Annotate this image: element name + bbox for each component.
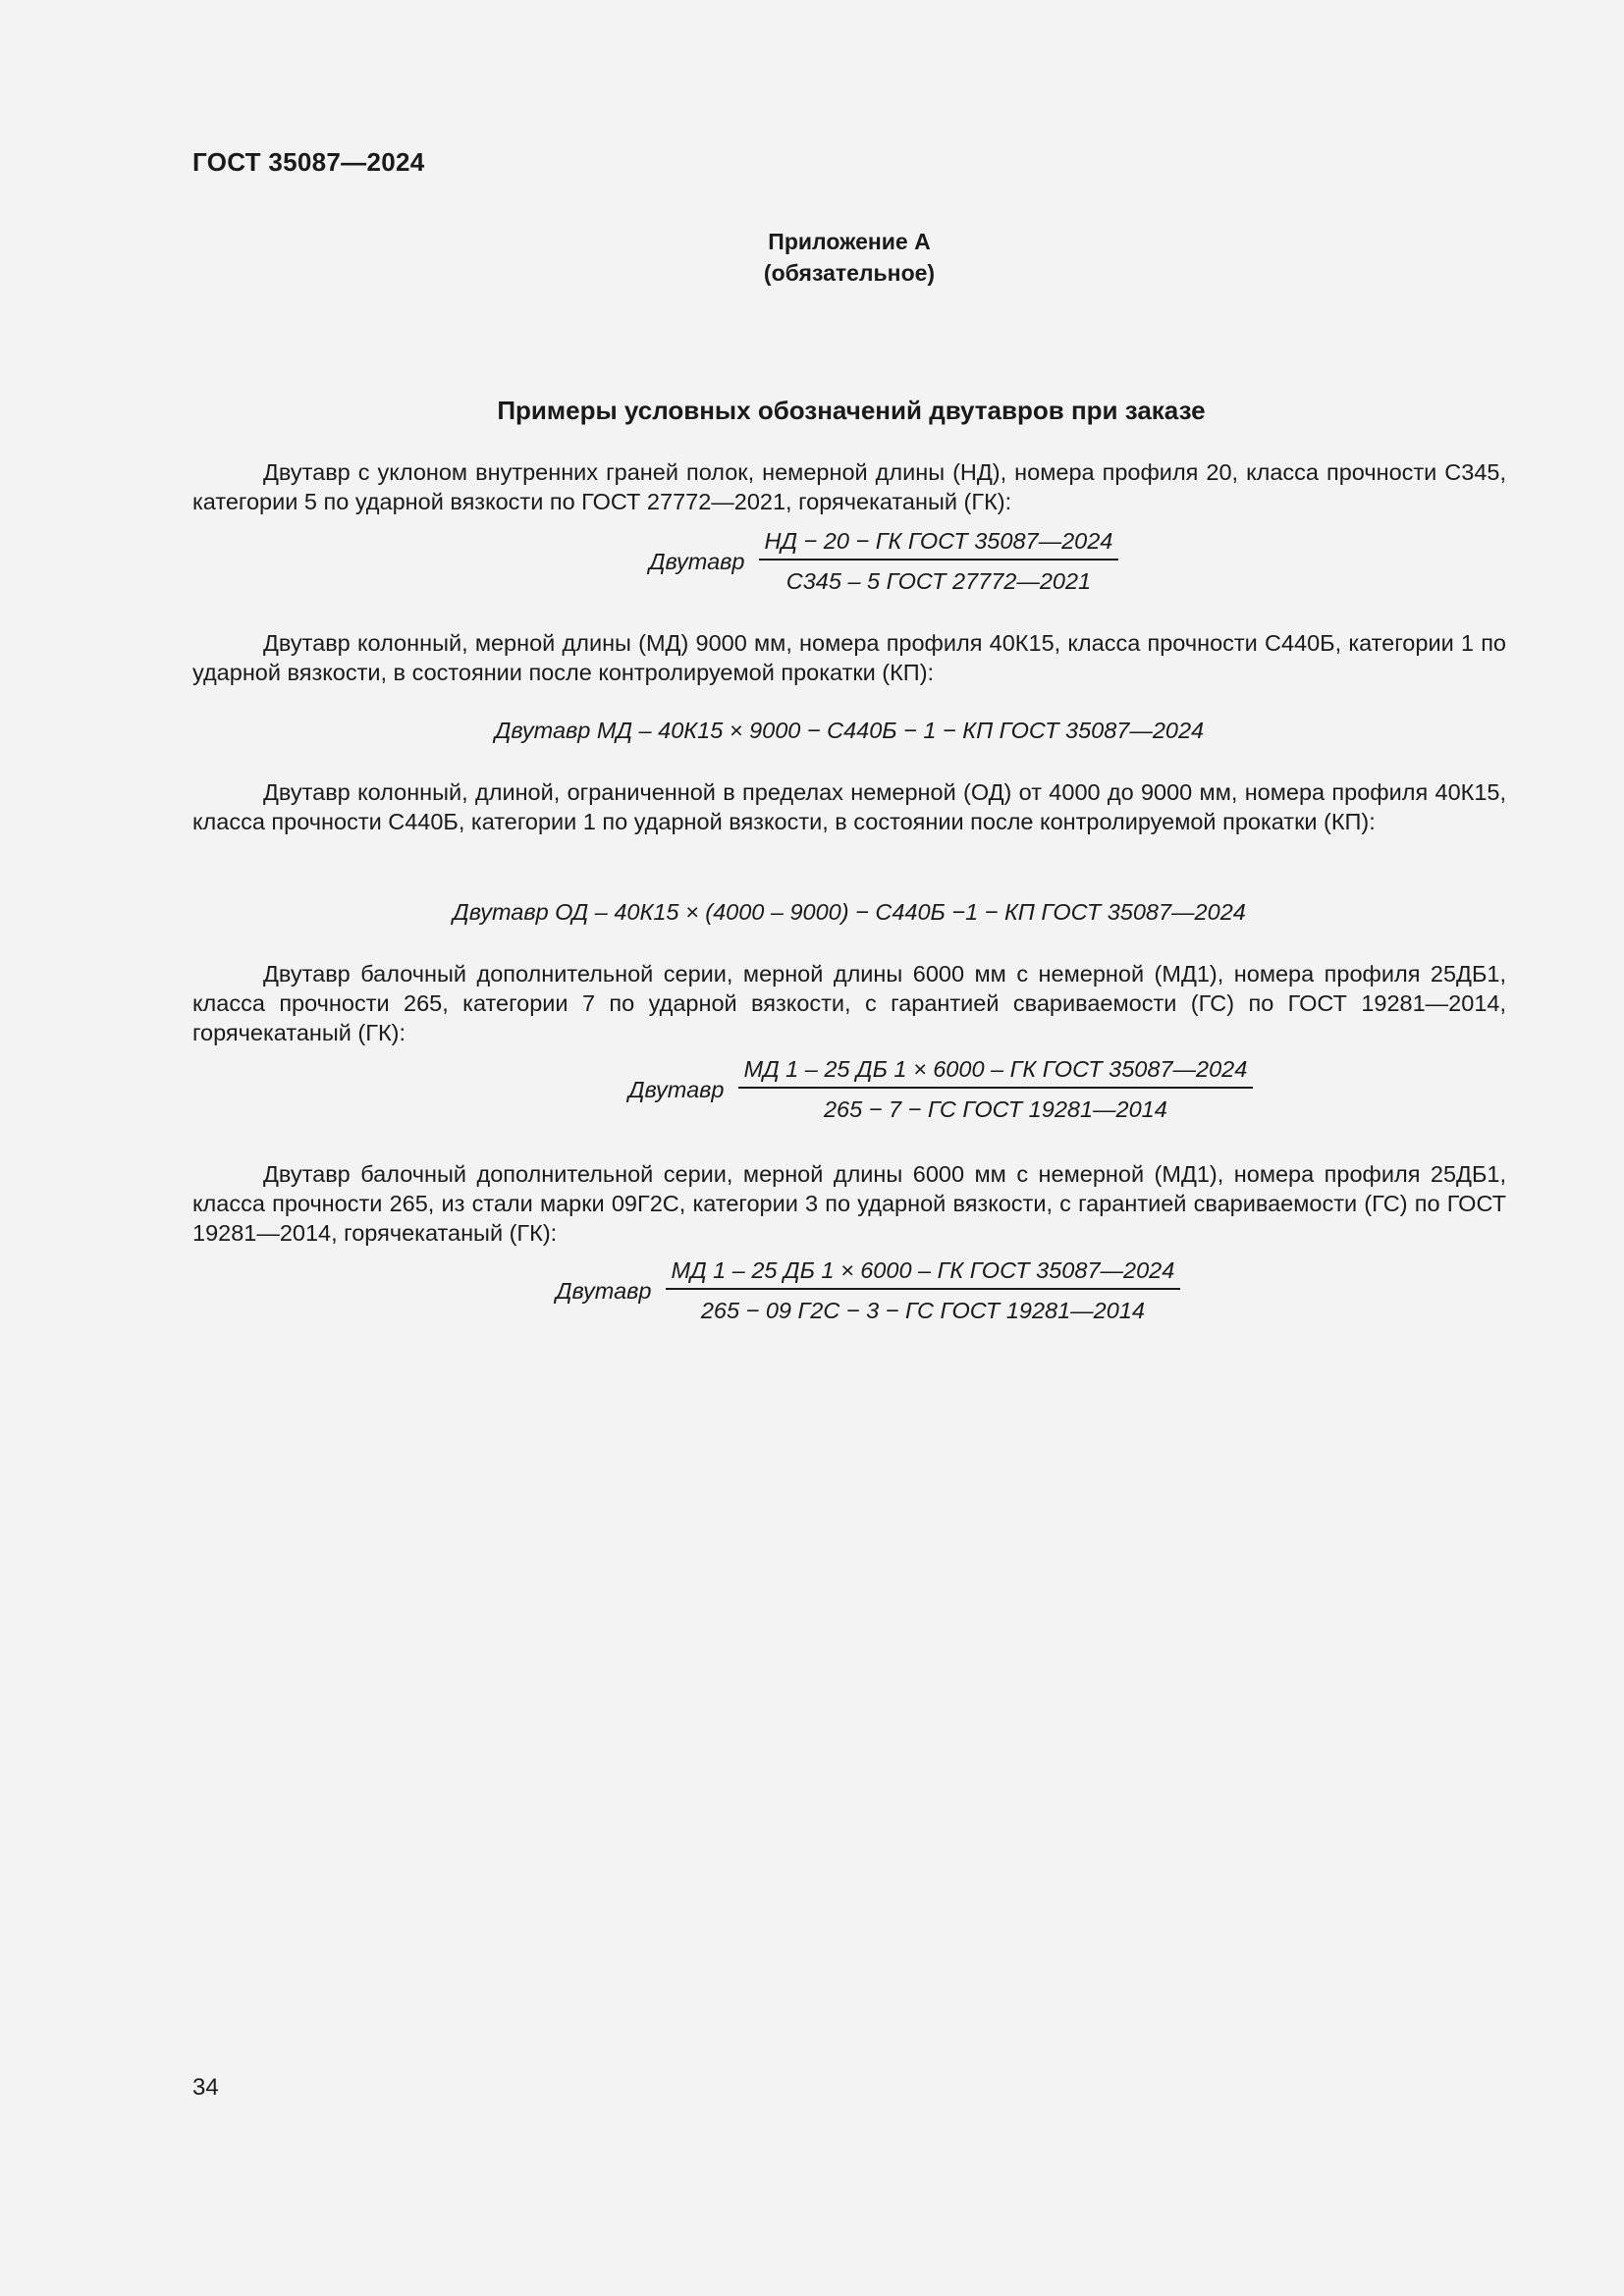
example-1-text: Двутавр с уклоном внутренних граней полок, немерной длины (НД), номера профиля 20, класса прочности С345, категории 5 по ударной вязкости по ГОСТ 27772—2021, горячекатаный (ГК): <box>192 459 1506 514</box>
formula-lead: Двутавр <box>649 548 745 574</box>
example-5-formula <box>556 1257 1180 1324</box>
formula-denominator: С345 – 5 ГОСТ 27772—2021 <box>785 568 1092 594</box>
formula-denominator: 265 − 09 Г2С − 3 − ГС ГОСТ 19281—2014 <box>700 1298 1145 1323</box>
section-title: Примеры условных обозначений двутавров при заказе <box>497 396 1206 425</box>
example-3-text: Двутавр колонный, длиной, ограниченной в пределах немерной (ОД) от 4000 до 9000 мм, номера профиля 40К15, класса прочности С440Б, категории 1 по ударной вязкости, в состоянии после контролируемой прокатки (КП): <box>192 779 1506 834</box>
appendix-label: Приложение А <box>768 229 931 254</box>
formula-numerator: МД 1 – 25 ДБ 1 × 6000 – ГК ГОСТ 35087—2024 <box>743 1056 1248 1082</box>
example-2-formula: Двутавр МД – 40К15 × 9000 − С440Б − 1 − КП ГОСТ 35087—2024 <box>494 718 1205 743</box>
example-3-formula: Двутавр ОД – 40К15 × (4000 – 9000) − С440Б −1 − КП ГОСТ 35087—2024 <box>453 899 1246 925</box>
example-4-text: Двутавр балочный дополнительной серии, мерной длины 6000 мм с немерной (МД1), номера профиля 25ДБ1, класса прочности 265, категории 7 по ударной вязкости, с гарантией свариваемости (ГС) по ГОСТ 19281—2014, горячекатаный (ГК): <box>192 961 1506 1045</box>
formula-numerator: МД 1 – 25 ДБ 1 × 6000 – ГК ГОСТ 35087—2024 <box>671 1257 1175 1283</box>
appendix-status: (обязательное) <box>763 260 936 286</box>
formula-numerator: НД − 20 − ГК ГОСТ 35087—2024 <box>764 528 1113 554</box>
page-number: 34 <box>192 2074 219 2101</box>
example-5-text: Двутавр балочный дополнительной серии, мерной длины 6000 мм с немерной (МД1), номера профиля 25ДБ1, класса прочности 265, из стали марки 09Г2С, категории 3 по ударной вязкости, с гарантией свариваемости (ГС) по ГОСТ 19281—2014, горячекатаный (ГК): <box>192 1161 1506 1246</box>
formula-fraction <box>759 528 1119 595</box>
example-1-formula <box>649 528 1118 595</box>
formula-denominator: 265 − 7 − ГС ГОСТ 19281—2014 <box>823 1096 1167 1122</box>
document-header-id: ГОСТ 35087—2024 <box>192 147 425 177</box>
formula-lead: Двутавр <box>628 1076 725 1102</box>
formula-lead: Двутавр <box>556 1277 652 1304</box>
formula-fraction <box>738 1056 1254 1123</box>
appendix-heading <box>0 226 1624 289</box>
example-2-text: Двутавр колонный, мерной длины (МД) 9000 мм, номера профиля 40К15, класса прочности С440Б, категории 1 по ударной вязкости, в состоянии после контролируемой прокатки (КП): <box>192 630 1506 685</box>
formula-fraction <box>666 1257 1181 1324</box>
example-4-formula <box>628 1056 1253 1123</box>
